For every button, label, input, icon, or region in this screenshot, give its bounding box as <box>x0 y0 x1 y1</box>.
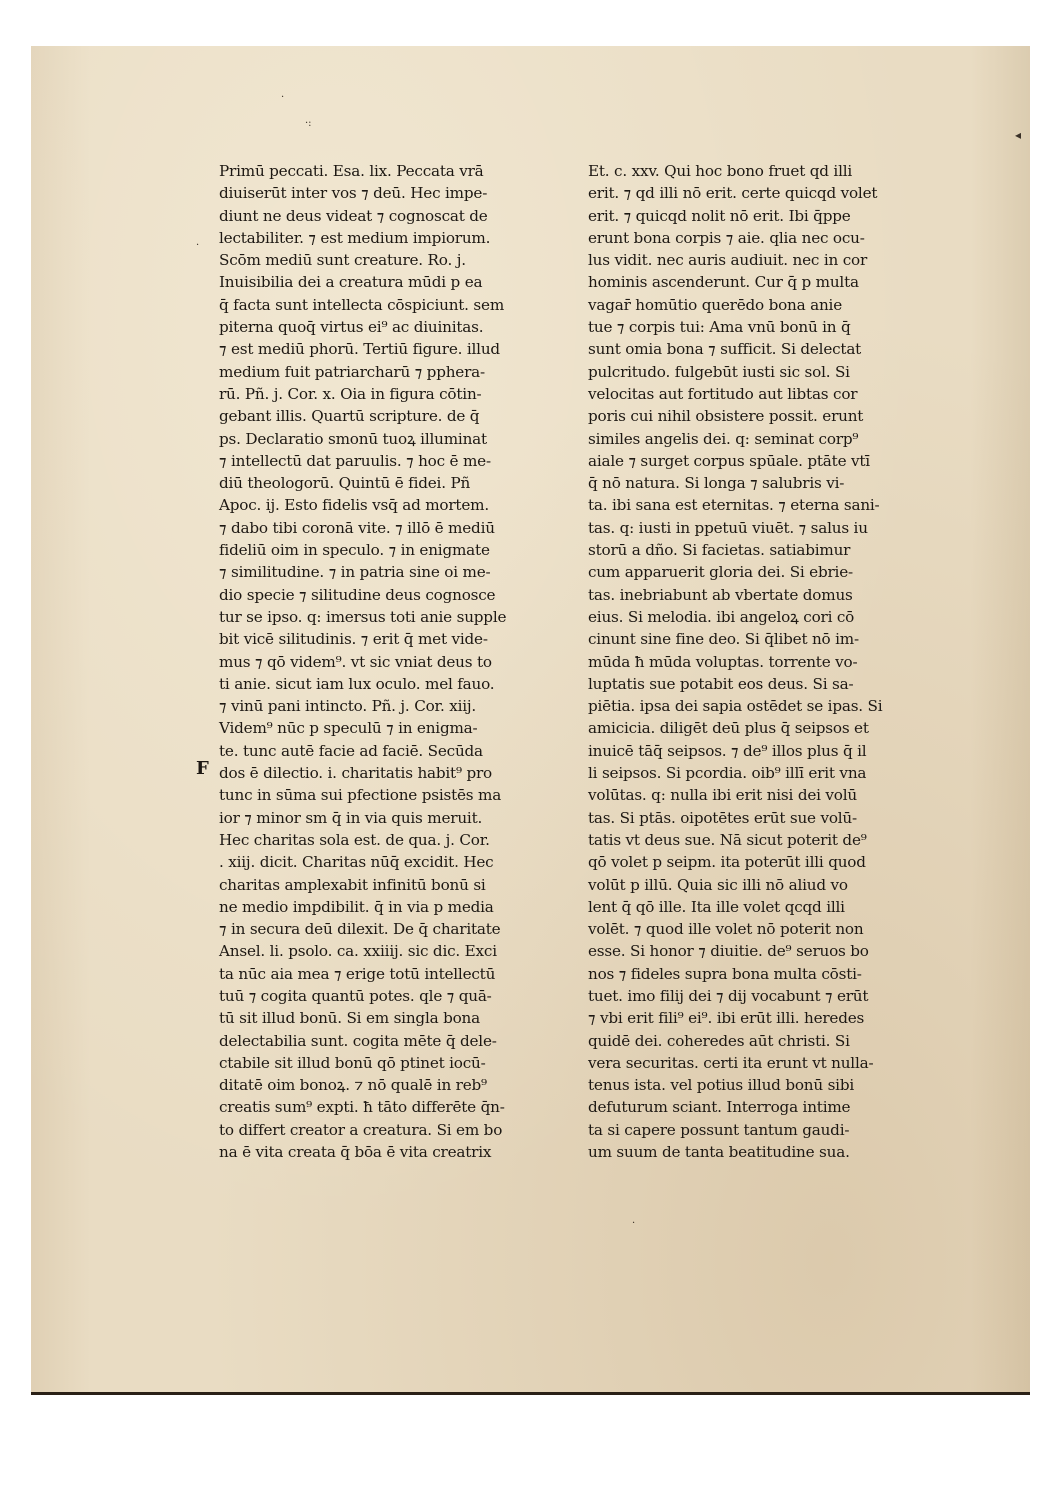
text-line: fideliū oim in speculo. ⁊ in enigmate <box>219 541 490 560</box>
text-line: Inuisibilia dei a creatura mūdi p ea <box>219 273 483 292</box>
text-line: lus vidit. nec auris audiuit. nec in cor <box>588 251 868 270</box>
text-line: mūda ħ mūda voluptas. torrente vo- <box>588 652 858 671</box>
text-line: q̄ nō natura. Si longa ⁊ salubris vi- <box>588 474 845 493</box>
text-line: inuicē tāq̄ seipsos. ⁊ de⁹ illos plus q̄ il <box>588 741 867 760</box>
text-line: ior ⁊ minor sm q̄ in via quis meruit. <box>219 808 483 827</box>
right-text-column <box>588 160 940 1163</box>
text-line: creatis sum⁹ expti. ħ tāto differēte q̄n- <box>219 1098 505 1117</box>
left-text-column <box>219 160 569 1163</box>
text-line: Primū peccati. Esa. lix. Peccata vrā <box>219 162 484 180</box>
text-line: ⁊ similitudine. ⁊ in patria sine oi me- <box>219 563 491 582</box>
text-line: diū theologorū. Quintū ē fidei. Pñ <box>219 474 471 493</box>
text-line: luptatis sue potabit eos deus. Si sa- <box>588 674 854 693</box>
text-line: hominis ascenderunt. Cur q̄ p multa <box>588 273 859 292</box>
text-line: ditatē oim bonoꝝ. ⁊ nō qualē in reb⁹ <box>219 1076 487 1095</box>
text-line: erunt bona corpis ⁊ aie. qlia nec ocu- <box>588 228 865 247</box>
speck-mark: · <box>196 240 200 251</box>
text-line: piterna quoq̄ virtus ei⁹ ac diuinitas. <box>219 318 484 337</box>
speck-mark: ·: <box>305 118 312 129</box>
text-line: . xiij. dicit. Charitas nūq̄ excidit. Hec <box>219 853 494 872</box>
text-line: ⁊ intellectū dat paruulis. ⁊ hoc ē me- <box>219 451 491 470</box>
text-line: sunt omia bona ⁊ sufficit. Si delectat <box>588 340 862 359</box>
text-line: volēt. ⁊ quod ille volet nō poterit non <box>588 920 864 939</box>
text-line: vera securitas. certi ita erunt vt nulla- <box>588 1053 874 1072</box>
text-line: diuiserūt inter vos ⁊ deū. Hec impe- <box>219 184 488 203</box>
text-line: piētia. ipsa dei sapia ostēdet se ipas. Si <box>588 697 883 716</box>
text-line: mus ⁊ qō videm⁹. vt sic vniat deus to <box>219 652 492 671</box>
text-line: vagar̄ homūtio querēdo bona anie <box>588 295 842 314</box>
text-line: ti anie. sicut iam lux oculo. mel fauo. <box>219 674 495 693</box>
text-line: ⁊ vbi erit fili⁹ ei⁹. ibi erūt illi. heredes <box>588 1009 865 1028</box>
text-line: tas. inebriabunt ab vbertate domus <box>588 585 853 604</box>
text-line: medium fuit patriarcharū ⁊ pphera- <box>219 362 485 381</box>
text-line: tuū ⁊ cogita quantū potes. qle ⁊ quā- <box>219 986 492 1005</box>
text-line: te. tunc autē facie ad faciē. Secūda <box>219 741 483 760</box>
text-line: dio specie ⁊ silitudine deus cognosce <box>219 585 496 604</box>
text-line: erit. ⁊ qd illi nō erit. certe quicqd volet <box>588 184 878 203</box>
text-line: ta. ibi sana est eternitas. ⁊ eterna sani- <box>588 496 880 515</box>
text-line: tū sit illud bonū. Si em singla bona <box>219 1009 480 1028</box>
text-line: na ē vita creata q̄ bōa ē vita creatrix <box>219 1143 492 1162</box>
text-line: erit. ⁊ quicqd nolit nō erit. Ibi q̄ppe <box>588 206 851 225</box>
text-line: rū. Pñ. j. Cor. x. Oia in figura cōtin- <box>219 384 482 403</box>
speck-mark: · <box>281 92 285 103</box>
text-line: ⁊ dabo tibi coronā vite. ⁊ illō ē mediū <box>219 518 495 537</box>
text-line: cum apparuerit gloria dei. Si ebrie- <box>588 563 853 582</box>
speck-mark: ◂ <box>1015 128 1022 142</box>
text-line: storū a dño. Si facietas. satiabimur <box>588 541 851 560</box>
text-line: um suum de tanta beatitudine sua. <box>588 1143 850 1162</box>
text-line: Hec charitas sola est. de qua. j. Cor. <box>219 830 490 849</box>
text-line: quidē dei. coheredes aūt christi. Si <box>588 1031 850 1050</box>
text-line: li seipsos. Si pcordia. oib⁹ illī erit vna <box>588 764 867 783</box>
text-line: charitas amplexabit infinitū bonū si <box>219 875 486 894</box>
text-line: velocitas aut fortitudo aut libtas cor <box>588 384 858 403</box>
text-line: ta nūc aia mea ⁊ erige totū intellectū <box>219 964 496 983</box>
text-line: Ansel. li. psolo. ca. xxiiij. sic dic. Exci <box>219 942 497 961</box>
text-line: tas. Si ptās. oipotētes erūt sue volū- <box>588 808 857 827</box>
text-line: ne medio impdibilit. q̄ in via p media <box>219 897 494 916</box>
page-edge <box>31 1392 1030 1395</box>
text-line: volūt p illū. Quia sic illi nō aliud vo <box>588 875 848 894</box>
text-line: amicicia. diligēt deū plus q̄ seipsos et <box>588 719 869 738</box>
text-line: diunt ne deus videat ⁊ cognoscat de <box>219 206 488 225</box>
text-line: Apoc. ij. Esto fidelis vsq̄ ad mortem. <box>219 496 489 515</box>
text-line: defuturum sciant. Interroga intime <box>588 1098 851 1117</box>
text-line: lent q̄ qō ille. Ita ille volet qcqd illi <box>588 897 845 916</box>
text-line: tunc in sūma sui pfectione psistēs ma <box>219 786 502 805</box>
text-line: ctabile sit illud bonū qō ptinet iocū- <box>219 1053 486 1072</box>
text-line: ⁊ in secura deū dilexit. De q̄ charitate <box>219 920 501 939</box>
text-line: delectabilia sunt. cogita mēte q̄ dele- <box>219 1031 497 1050</box>
text-line: aiale ⁊ surget corpus spūale. ptāte vtī <box>588 451 870 470</box>
text-line: ⁊ est mediū phorū. Tertiū figure. illud <box>219 340 500 359</box>
text-line: pulcritudo. fulgebūt iusti sic sol. Si <box>588 362 850 381</box>
text-line: ta si capere possunt tantum gaudi- <box>588 1120 850 1139</box>
text-line: Et. c. xxv. Qui hoc bono fruet qd illi <box>588 162 853 180</box>
speck-mark: · <box>632 1218 636 1229</box>
text-line: ⁊ vinū pani intincto. Pñ. j. Cor. xiij. <box>219 697 477 716</box>
text-line: tur se ipso. q: imersus toti anie supple <box>219 607 507 626</box>
text-line: ps. Declaratio smonū tuoꝝ illuminat <box>219 429 487 448</box>
text-line: cinunt sine fine deo. Si q̄libet nō im- <box>588 630 859 649</box>
text-line: poris cui nihil obsistere possit. erunt <box>588 407 864 426</box>
text-line: qō volet p seipm. ita poterūt illi quod <box>588 853 866 872</box>
text-line: bit vicē silitudinis. ⁊ erit q̄ met vide- <box>219 630 488 649</box>
text-line: eius. Si melodia. ibi angeloꝝ cori cō <box>588 607 855 626</box>
text-line: tuet. imo filij dei ⁊ dij vocabunt ⁊ erūt <box>588 986 869 1005</box>
text-line: dos ē dilectio. i. charitatis habit⁹ pro <box>219 764 492 783</box>
text-line: tas. q: iusti in ppetuū viuēt. ⁊ salus iu <box>588 518 868 537</box>
text-line: tatis vt deus sue. Nā sicut poterit de⁹ <box>588 830 867 849</box>
text-line: tue ⁊ corpis tui: Ama vnū bonū in q̄ <box>588 318 851 337</box>
text-line: lectabiliter. ⁊ est medium impiorum. <box>219 228 491 247</box>
text-line: to differt creator a creatura. Si em bo <box>219 1120 503 1139</box>
text-line: tenus ista. vel potius illud bonū sibi <box>588 1076 855 1095</box>
text-line: volūtas. q: nulla ibi erit nisi dei volū <box>588 786 857 805</box>
text-line: esse. Si honor ⁊ diuitie. de⁹ seruos bo <box>588 942 869 961</box>
text-line: similes angelis dei. q: seminat corp⁹ <box>588 429 859 448</box>
text-line: Videm⁹ nūc p speculū ⁊ in enigma- <box>219 719 478 738</box>
text-line: gebant illis. Quartū scripture. de q̄ <box>219 407 480 426</box>
text-line: Scōm mediū sunt creature. Ro. j. <box>219 251 466 270</box>
margin-letter: F <box>196 758 209 779</box>
text-line: q̄ facta sunt intellecta cōspiciunt. sem <box>219 295 505 314</box>
text-line: nos ⁊ fideles supra bona multa cōsti- <box>588 964 862 983</box>
